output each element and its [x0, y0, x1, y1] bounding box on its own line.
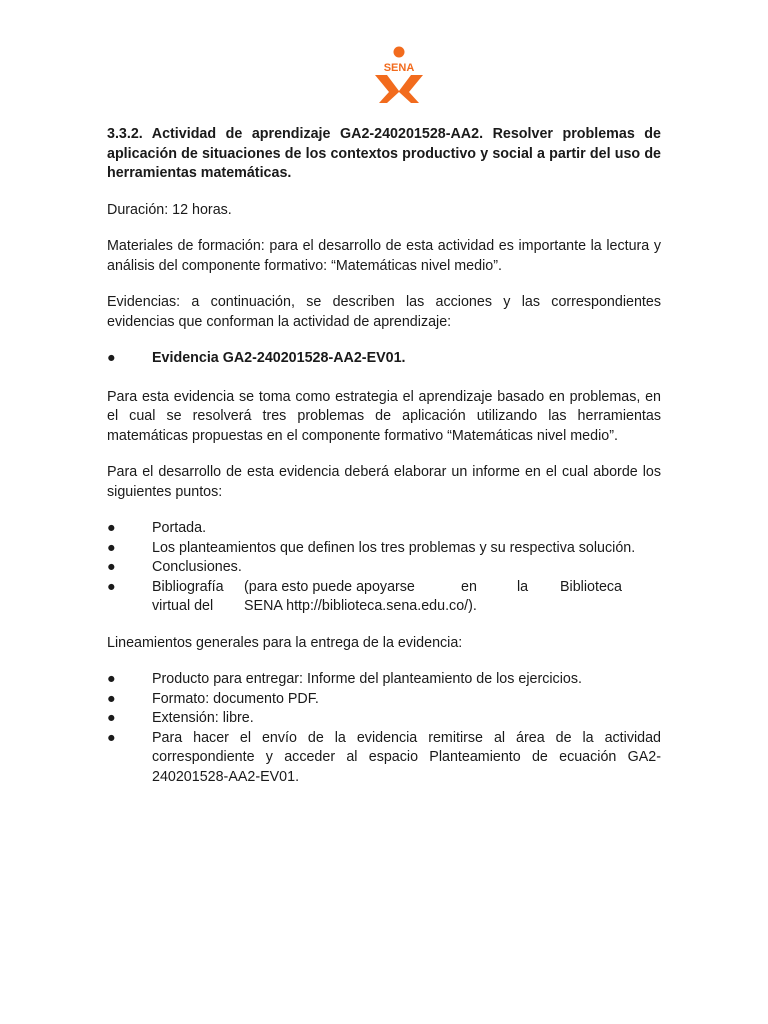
bullet-icon: ●: [107, 350, 116, 366]
list-item-bibliography: ● Bibliografía (para esto puede apoyarse en la Biblioteca virtual del SENA http://biblioteca.sena.edu.co/).: [107, 578, 622, 614]
svg-text:SENA: SENA: [383, 62, 415, 74]
bullet-icon: ●: [107, 729, 116, 746]
guidelines-list: [107, 670, 661, 787]
bullet-icon: ●: [107, 690, 116, 707]
bullet-icon: ●: [107, 520, 116, 536]
list-item: ● Conclusiones.: [107, 558, 661, 578]
bullet-icon: ●: [107, 539, 116, 556]
list-item: ● Producto para entregar: Informe del planteamiento de los ejercicios.: [107, 670, 661, 690]
evidences-intro: Evidencias: a continuación, se describen las acciones y las correspondientes evidencias que conforman la actividad de aprendizaje:: [107, 294, 661, 330]
list-item: ● Los planteamientos que definen los tres problemas y su respectiva solución.: [107, 539, 661, 559]
list-item: ● Extensión: libre.: [107, 709, 661, 729]
document-body: [107, 125, 661, 804]
list-item: ● Para hacer el envío de la evidencia remitirse al área de la actividad correspondiente y acceder al espacio Planteamiento de ecuación GA2-240201528-AA2-EV01.: [107, 729, 661, 785]
report-intro: Para el desarrollo de esta evidencia deberá elaborar un informe en el cual aborde los siguientes puntos:: [107, 464, 661, 500]
duration-text: Duración: 12 horas.: [107, 201, 232, 218]
guidelines-intro: Lineamientos generales para la entrega de la evidencia:: [107, 634, 463, 651]
bullet-icon: ●: [107, 671, 116, 687]
activity-title: 3.3.2. Actividad de aprendizaje GA2-240201528-AA2. Resolver problemas de aplicación de situaciones de los contextos productivo y social a partir del uso de herramientas matemáticas.: [107, 126, 661, 181]
evidence-description: Para esta evidencia se toma como estrategia el aprendizaje basado en problemas, en el cual se resolverá tres problemas de aplicación utilizando las herramientas matemáticas propuestas en el componente formativo “Matemáticas nivel medio”.: [107, 388, 661, 444]
bibliography-link: SENA http://biblioteca.sena.edu.co/).: [244, 598, 477, 614]
list-item: ● Portada.: [107, 519, 661, 539]
materials-text: Materiales de formación: para el desarrollo de esta actividad es importante la lectura y análisis del componente formativo: “Matemáticas nivel medio”.: [107, 238, 661, 274]
list-item: ● Formato: documento PDF.: [107, 690, 661, 710]
sena-logo: [371, 46, 427, 104]
bullet-icon: ●: [107, 578, 116, 595]
report-points-list: [107, 519, 661, 617]
evidence-heading: Evidencia GA2-240201528-AA2-EV01.: [152, 350, 406, 366]
bullet-icon: ●: [107, 710, 116, 726]
bullet-icon: ●: [107, 559, 116, 575]
evidence-heading-item: [107, 349, 661, 369]
